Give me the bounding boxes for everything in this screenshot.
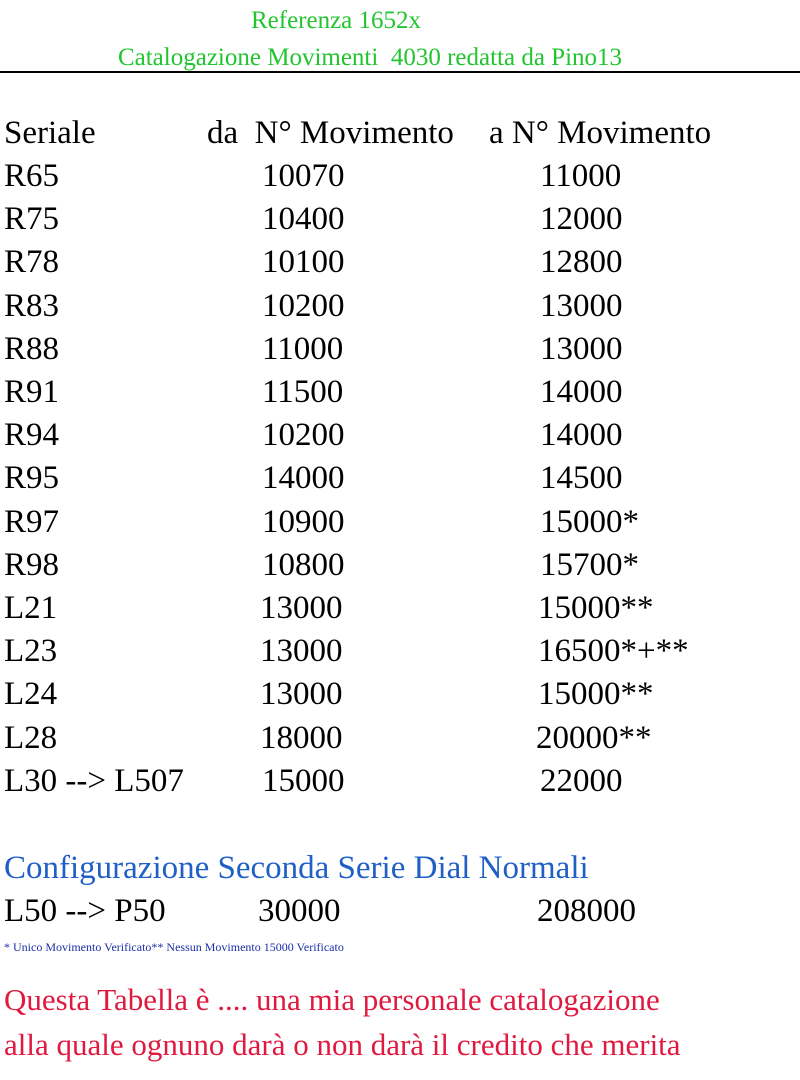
cell-serial: R98 xyxy=(4,547,60,583)
footnote: * Unico Movimento Verificato** Nessun Movimento 15000 Verificato xyxy=(4,940,344,954)
cell-to-movement: 15000** xyxy=(538,590,654,626)
cell-to-movement: 15700* xyxy=(540,547,639,583)
cell-serial: L30 --> L507 xyxy=(4,763,184,799)
cell-to-movement: 11000 xyxy=(540,158,622,194)
cell-to-movement: 15000** xyxy=(538,676,654,712)
cell-from-movement: 10070 xyxy=(262,158,345,194)
cell-to-movement: 14000 xyxy=(540,417,623,453)
cell-to-movement: 14500 xyxy=(540,460,623,496)
table-row xyxy=(0,198,800,241)
note-line-2: alla quale ognuno darà o non darà il credito che merita xyxy=(4,1027,681,1062)
page-title: Referenza 1652x xyxy=(250,7,422,34)
config-row xyxy=(0,890,800,933)
cell-to-movement: 12800 xyxy=(540,244,623,280)
cell-serial: R88 xyxy=(4,331,60,367)
cell-from-movement: 10400 xyxy=(262,201,345,237)
header-divider xyxy=(0,71,800,73)
cell-from-movement: 10200 xyxy=(262,417,345,453)
section-title: Configurazione Seconda Serie Dial Normali xyxy=(4,850,589,886)
cell-to-movement: 13000 xyxy=(540,288,623,324)
page-subtitle: Catalogazione Movimenti 4030 redatta da Pino13 xyxy=(117,44,623,71)
cell-serial: L23 xyxy=(4,633,58,669)
table-row xyxy=(0,414,800,457)
table-row xyxy=(0,371,800,414)
cell-to-movement: 14000 xyxy=(540,374,623,410)
cell-serial: L24 xyxy=(4,676,58,712)
table-row xyxy=(0,760,800,803)
table-row xyxy=(0,328,800,371)
cell-serial: R94 xyxy=(4,417,60,453)
table-header-row xyxy=(0,112,800,155)
cell-from-movement: 13000 xyxy=(260,590,343,626)
table-row xyxy=(0,587,800,630)
cell-serial: L28 xyxy=(4,720,58,756)
config-from: 30000 xyxy=(258,893,341,929)
cell-serial: R83 xyxy=(4,288,60,324)
table-row xyxy=(0,285,800,328)
cell-serial: R65 xyxy=(4,158,60,194)
cell-serial: R75 xyxy=(4,201,60,237)
table-row xyxy=(0,241,800,284)
cell-to-movement: 15000* xyxy=(540,504,639,540)
cell-to-movement: 12000 xyxy=(540,201,623,237)
cell-from-movement: 10100 xyxy=(262,244,345,280)
column-header-from: da N° Movimento xyxy=(207,115,454,151)
table-row xyxy=(0,544,800,587)
cell-to-movement: 13000 xyxy=(540,331,623,367)
table-row xyxy=(0,630,800,673)
cell-from-movement: 13000 xyxy=(260,676,343,712)
cell-from-movement: 18000 xyxy=(260,720,343,756)
table-row xyxy=(0,673,800,716)
cell-to-movement: 16500*+** xyxy=(538,633,689,669)
table-row xyxy=(0,155,800,198)
table-row xyxy=(0,457,800,500)
config-to: 208000 xyxy=(537,893,636,929)
cell-from-movement: 10800 xyxy=(262,547,345,583)
cell-from-movement: 15000 xyxy=(262,763,345,799)
cell-from-movement: 11000 xyxy=(262,331,344,367)
cell-from-movement: 10900 xyxy=(262,504,345,540)
cell-from-movement: 11500 xyxy=(262,374,344,410)
note-line-1: Questa Tabella è .... una mia personale catalogazione xyxy=(4,982,660,1017)
cell-from-movement: 13000 xyxy=(260,633,343,669)
cell-serial: L21 xyxy=(4,590,58,626)
table-row xyxy=(0,501,800,544)
cell-to-movement: 22000 xyxy=(540,763,623,799)
cell-serial: R95 xyxy=(4,460,60,496)
cell-from-movement: 10200 xyxy=(262,288,345,324)
cell-serial: R91 xyxy=(4,374,60,410)
cell-serial: R97 xyxy=(4,504,60,540)
config-serial: L50 --> P50 xyxy=(4,893,166,929)
column-header-to: a N° Movimento xyxy=(489,115,712,151)
cell-to-movement: 20000** xyxy=(536,720,652,756)
cell-serial: R78 xyxy=(4,244,60,280)
column-header-seriale: Seriale xyxy=(4,115,96,151)
cell-from-movement: 14000 xyxy=(262,460,345,496)
table-row xyxy=(0,717,800,760)
